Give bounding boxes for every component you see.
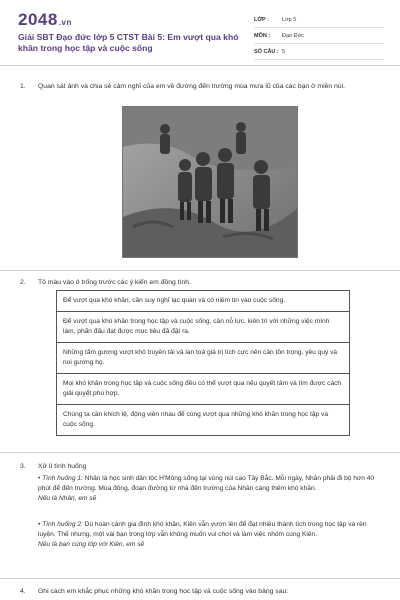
question-4 <box>20 587 380 597</box>
meta-value: Đạo Đức <box>282 32 305 39</box>
opinion-table <box>56 290 350 436</box>
situation-1: • Tình huống 1: Nhân là học sinh dân tộc H'Mông sống tại vùng núi cao Tây Bắc. Mỗi ngày, Nhân phải đi bộ hơn 40 phút để đến trường. Mùa đông, đoạn đường từ nhà đến trường của Nhân càng thêm khó khăn. Nếu là Nhân, em sẽ <box>38 474 384 504</box>
opinion-row[interactable]: Mọi khó khăn trong học tập và cuộc sống đều có thể vượt qua nếu quyết tâm và tìm được cách giải quyết phù hợp. <box>57 374 349 405</box>
section-divider <box>0 452 400 453</box>
opinion-row[interactable]: Để vượt qua khó khăn, cần suy nghĩ lạc quan và có niềm tin vào cuộc sống. <box>57 291 349 312</box>
meta-row-count <box>254 44 384 60</box>
meta-row-class <box>254 12 384 28</box>
situation-text: Dù hoàn cảnh gia đình khó khăn, Kiên vẫn vươn lên để đạt nhiều thành tích trong học tập và rèn luyện. Thế nhưng, một vài bạn trong lớp vẫn không muốn vui chơi và làm việc nhóm cùng Kiên. <box>38 521 367 538</box>
situation-question: Nếu là bạn cùng lớp với Kiên, em sẽ <box>38 541 145 548</box>
meta-value: 5 <box>282 48 286 55</box>
question-number: 1. <box>20 83 26 90</box>
question-3 <box>20 462 380 472</box>
opinion-row[interactable]: Để vượt qua khó khăn trong học tập và cuộc sống, cần nỗ lực, kiên trì với những việc mình làm, phấn đấu đạt được mục tiêu đã đặt ra. <box>57 312 349 343</box>
opinion-row[interactable]: Chúng ta cần khích lệ, động viên nhau để cùng vượt qua những khó khăn trong học tập và cuộc sống. <box>63 411 328 428</box>
site-logo[interactable] <box>18 10 72 30</box>
opinion-row[interactable]: Những tấm gương vượt khó truyền tải và lan toả giá trị tích cực nên cần tôn trọng, yêu quý và noi gương họ. <box>57 343 349 374</box>
meta-row-subject <box>254 28 384 44</box>
section-divider <box>0 578 400 579</box>
illustration-photo <box>122 106 298 258</box>
meta-value: Lớp 5 <box>282 16 297 23</box>
logo-main: 2048 <box>18 10 58 29</box>
meta-info <box>254 12 384 60</box>
logo-suffix: .vn <box>58 18 72 27</box>
situation-label: Tình huống 2: <box>42 521 83 528</box>
situation-label: Tình huống 1: <box>42 475 83 482</box>
meta-key: LỚP : <box>254 16 269 23</box>
question-text: Xử lí tình huống <box>38 463 87 470</box>
page-title: Giải SBT Đạo đức lớp 5 CTST Bài 5: Em vượt qua khó khăn trong học tập và cuộc sống <box>18 32 239 53</box>
question-2 <box>20 278 380 288</box>
section-divider <box>0 270 400 271</box>
question-number: 2. <box>20 279 26 286</box>
question-text: Quan sát ảnh và chia sẻ cảm nghĩ của em về đường đến trường mùa mưa lũ của các bạn ở miền núi. <box>38 83 345 90</box>
students-muddy-path-image <box>123 107 298 258</box>
question-number: 4. <box>20 588 26 595</box>
question-number: 3. <box>20 463 26 470</box>
question-text: Ghi cách em khắc phục những khó khăn trong học tập và cuộc sống vào bảng sau: <box>38 588 289 595</box>
page-header <box>0 0 400 66</box>
situation-2: • Tình huống 2: Dù hoàn cảnh gia đình khó khăn, Kiên vẫn vươn lên để đạt nhiều thành tích trong học tập và rèn luyện. Thế nhưng, một vài bạn trong lớp vẫn không muốn vui chơi và làm việc nhóm cùng Kiên. Nếu là bạn cùng lớp với Kiên, em sẽ <box>38 520 384 550</box>
situation-text: Nhân là học sinh dân tộc H'Mông sống tại vùng núi cao Tây Bắc. Mỗi ngày, Nhân phải đi bộ hơn 40 phút để đến trường. Mùa đông, đoạn đường từ nhà đến trường của Nhân càng thêm khó khăn. <box>38 475 375 492</box>
meta-key: MÔN : <box>254 32 271 39</box>
question-text: Tô màu vào ô trống trước các ý kiến em đồng tình. <box>38 279 191 286</box>
situation-question: Nếu là Nhân, em sẽ <box>38 495 97 502</box>
meta-key: SỐ CÂU : <box>254 48 279 55</box>
question-1 <box>20 82 380 92</box>
